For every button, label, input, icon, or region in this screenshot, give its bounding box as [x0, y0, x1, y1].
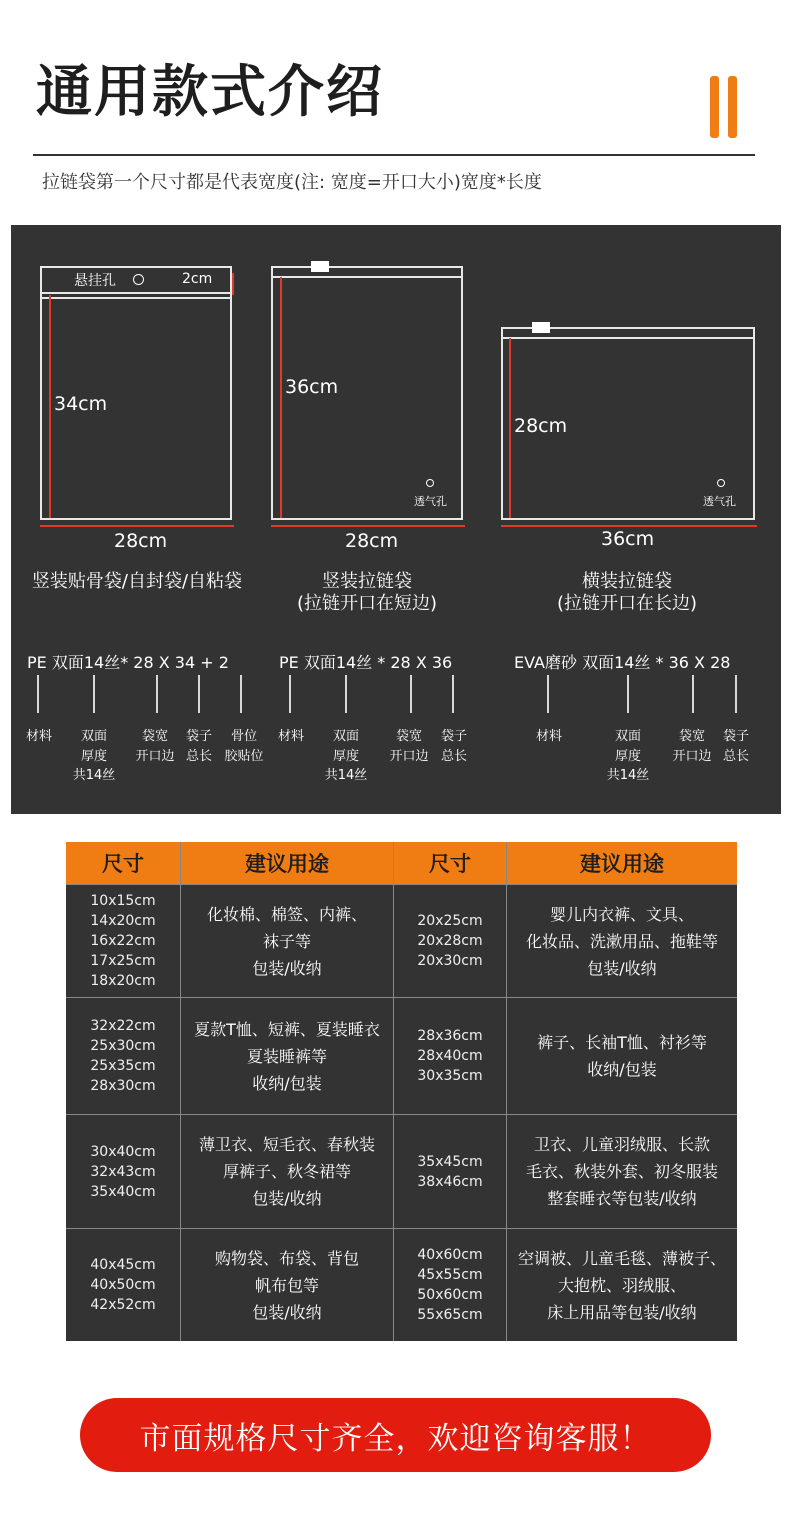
width-marker: [271, 525, 465, 527]
spec3-note-width: 袋宽 开口边: [672, 729, 712, 764]
height-marker: [49, 295, 51, 518]
table-cell-usage: 空调被、儿童毛毯、薄被子、 大抱枕、羽绒服、 床上用品等包装/收纳: [517, 1248, 726, 1322]
table-cell-size: 35x45cm 38x46cm: [417, 1153, 483, 1190]
bag3-type-name: 横装拉链袋: [581, 571, 672, 592]
table-cell-size: 28x36cm 28x40cm 30x35cm: [417, 1028, 483, 1084]
bag3-width-label: 36cm: [601, 528, 655, 550]
zipper-line: [273, 276, 461, 278]
zipper-slider-icon: [311, 261, 329, 272]
table-cell-usage: 化妆棉、棉签、内裤、 袜子等 包装/收纳: [206, 904, 367, 978]
table-cell-usage: 购物袋、布袋、背包 帆布包等 包装/收纳: [214, 1248, 359, 1322]
page-subtitle: 拉链袋第一个尺寸都是代表宽度(注: 宽度=开口大小)宽度*长度: [42, 172, 542, 193]
bag3-type-label: [557, 571, 697, 614]
spec2-note-material: 材料: [277, 729, 305, 744]
width-marker: [40, 525, 234, 527]
table-cell-usage: 卫衣、儿童羽绒服、长款 毛衣、秋装外套、初冬服装 整套睡衣等包装/收纳: [525, 1135, 718, 1208]
title-divider: [33, 154, 755, 156]
spec-tick: [198, 675, 200, 713]
spec1-note-width: 袋宽 开口边: [135, 729, 175, 764]
spec3-code: EVA磨砂 双面14丝 * 36 X 28: [514, 653, 731, 672]
zipper-line: [503, 337, 753, 339]
bag-style-diagram: [11, 225, 781, 814]
spec1-note-seal: 骨位 胶贴位: [224, 729, 264, 764]
table-cell-size: 32x22cm 25x30cm 25x35cm 28x30cm: [90, 1018, 156, 1094]
hang-hole-label: 悬挂孔: [74, 273, 116, 289]
contact-banner: 市面规格尺寸齐全，欢迎咨询客服！: [80, 1398, 711, 1472]
bag2-type-label: [297, 571, 437, 614]
spec-tick: [692, 675, 694, 713]
spec1-note-length: 袋子 总长: [185, 729, 213, 764]
seal-size-label: 2cm: [182, 271, 213, 287]
spec-tick: [410, 675, 412, 713]
page-title: 通用款式介绍: [36, 60, 384, 125]
spec-tick: [452, 675, 454, 713]
height-marker: [509, 338, 511, 518]
spec-tick: [345, 675, 347, 713]
bag1-height-label: 34cm: [54, 393, 108, 415]
spec-tick: [240, 675, 242, 713]
table-cell-usage: 裤子、长袖T恤、衬衫等 收纳/包装: [537, 1033, 707, 1079]
spec2-note-width: 袋宽 开口边: [389, 729, 429, 764]
spec-tick: [289, 675, 291, 713]
table-cell-size: 40x45cm 40x50cm 42x52cm: [90, 1257, 156, 1313]
spec3-note-length: 袋子 总长: [722, 729, 750, 764]
seal-line: [42, 297, 230, 299]
table-header-usage: 建议用途: [507, 842, 737, 884]
bag1-width-label: 28cm: [114, 530, 168, 552]
table-cell-size: 30x40cm 32x43cm 35x40cm: [90, 1143, 156, 1200]
bag3-type-note: (拉链开口在长边): [556, 592, 698, 614]
bag1-type-label: 竖装贴骨袋/自封袋/自粘袋: [31, 571, 243, 592]
size-usage-table: [66, 842, 737, 1341]
vent-hole-icon: [717, 479, 725, 487]
bag2-type-note: (拉链开口在短边): [296, 592, 438, 614]
spec-tick: [93, 675, 95, 713]
spec3-note-material: 材料: [535, 729, 563, 744]
bag2-height-label: 36cm: [285, 376, 339, 398]
hang-hole-icon: [133, 274, 144, 285]
spec1-note-thickness: 双面 厚度 共14丝: [72, 729, 116, 783]
spec2-note-length: 袋子 总长: [440, 729, 468, 764]
accent-bars-icon: [710, 76, 740, 138]
bag3-height-label: 28cm: [514, 415, 568, 437]
spec-tick: [547, 675, 549, 713]
bag2-type-name: 竖装拉链袋: [321, 571, 412, 592]
spec2-note-thickness: 双面 厚度 共14丝: [324, 729, 368, 783]
vent-hole-icon: [426, 479, 434, 487]
spec2-code: PE 双面14丝 * 28 X 36: [279, 653, 453, 672]
seal-marker: [232, 273, 234, 295]
width-marker: [501, 525, 757, 527]
table-cell-size: 10x15cm 14x20cm 16x22cm 17x25cm 18x20cm: [90, 893, 156, 989]
table-header-size: 尺寸: [66, 842, 180, 884]
table-cell-size: 40x60cm 45x55cm 50x60cm 55x65cm: [417, 1247, 483, 1323]
seal-line: [42, 292, 230, 294]
spec-tick: [156, 675, 158, 713]
spec1-code: PE 双面14丝* 28 X 34 + 2: [27, 653, 229, 672]
vent-hole-label: 透气孔: [703, 495, 736, 508]
spec-tick: [37, 675, 39, 713]
table-header-size: 尺寸: [394, 842, 506, 884]
table-cell-usage: 薄卫衣、短毛衣、春秋装 厚裤子、秋冬裙等 包装/收纳: [198, 1135, 375, 1208]
table-cell-usage: 婴儿内衣裤、文具、 化妆品、洗漱用品、拖鞋等 包装/收纳: [525, 904, 718, 978]
spec-tick: [735, 675, 737, 713]
spec-tick: [627, 675, 629, 713]
spec1-note-material: 材料: [25, 729, 53, 744]
table-cell-usage: 夏款T恤、短裤、夏装睡衣 夏装睡裤等 收纳/包装: [194, 1019, 380, 1093]
table-cell-size: 20x25cm 20x28cm 20x30cm: [417, 913, 483, 969]
table-header-usage: 建议用途: [181, 842, 393, 884]
vent-hole-label: 透气孔: [414, 495, 447, 508]
spec3-note-thickness: 双面 厚度 共14丝: [606, 729, 650, 783]
height-marker: [280, 277, 282, 518]
bag2-width-label: 28cm: [345, 530, 399, 552]
zipper-slider-icon: [532, 322, 550, 333]
